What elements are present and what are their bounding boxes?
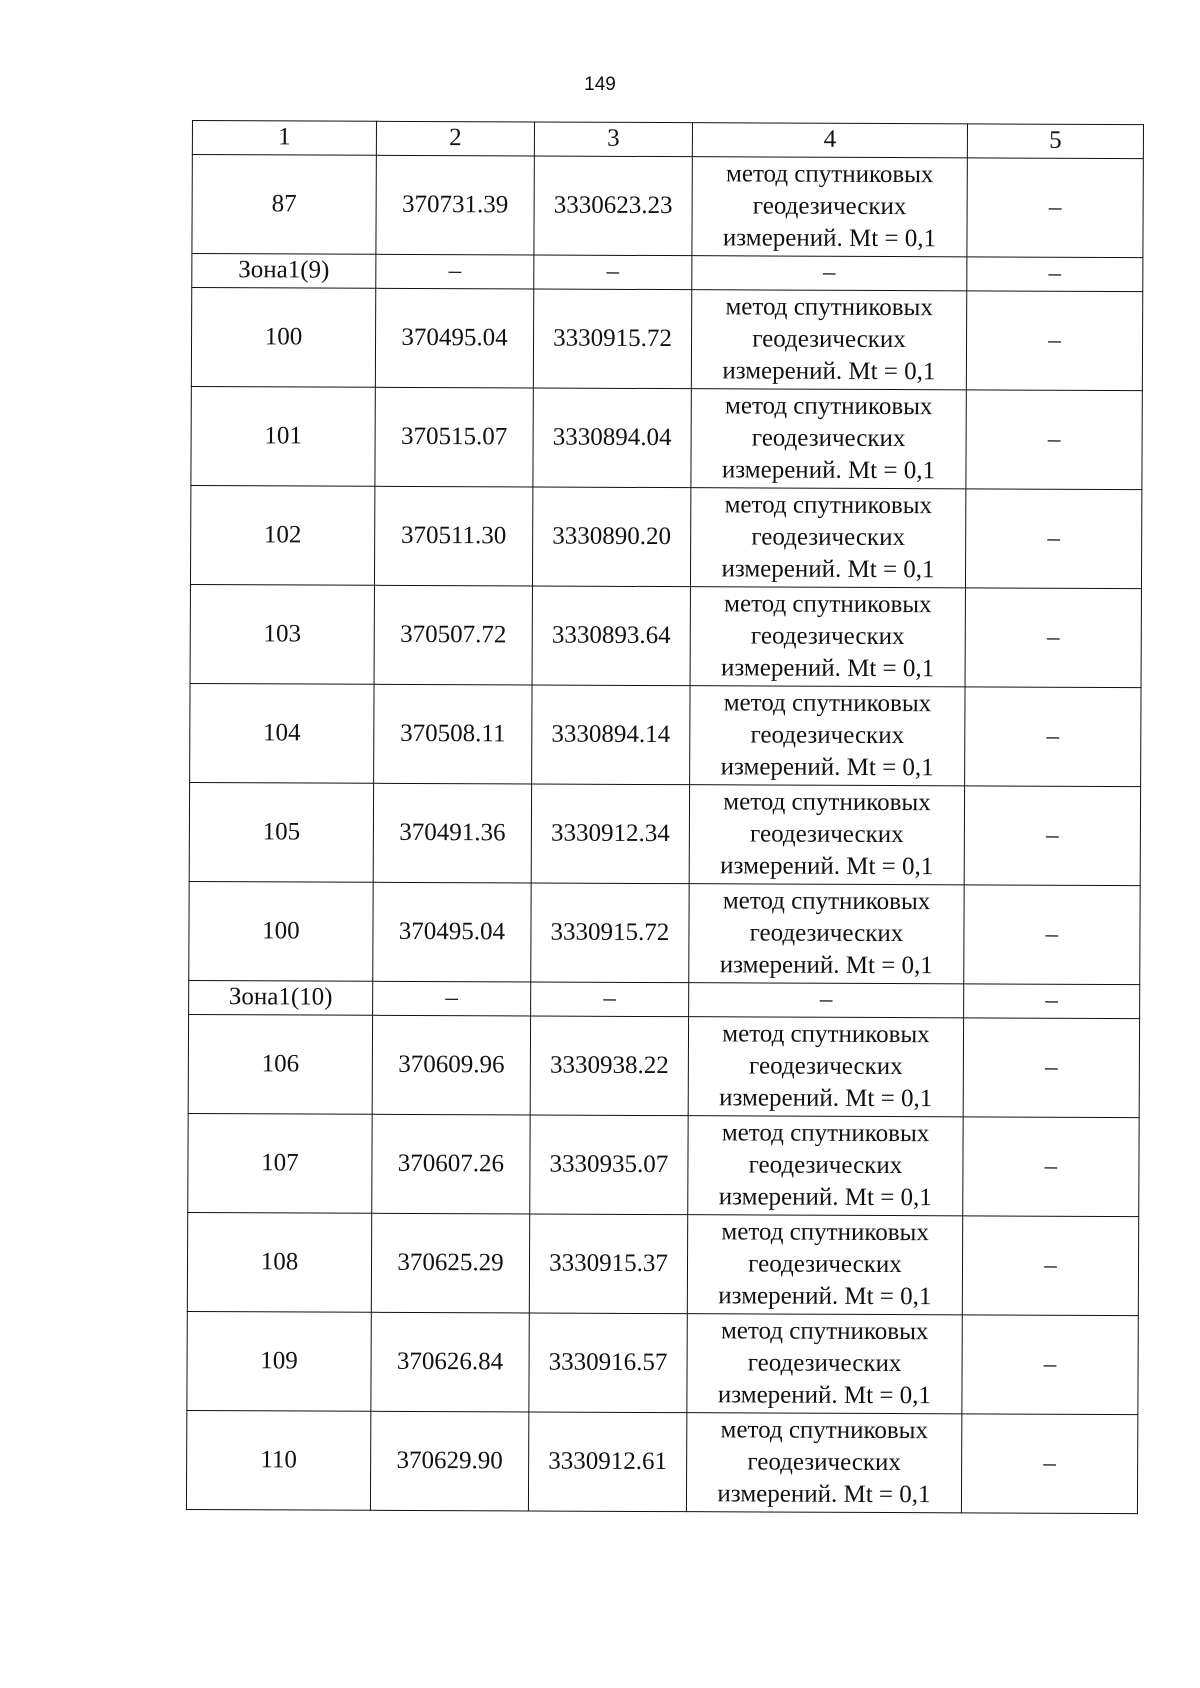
table-header-row	[192, 121, 1143, 159]
y-coordinate-cell: 3330915.37	[529, 1214, 687, 1314]
x-coordinate-cell: 370609.96	[372, 1015, 530, 1115]
x-coordinate-cell: 370515.07	[375, 387, 533, 487]
method-cell: метод спутниковых геодезических измерений. Mt = 0,1	[686, 1413, 961, 1513]
remark-cell: –	[965, 687, 1141, 787]
column-header: 4	[692, 123, 967, 158]
method-cell: метод спутниковых геодезических измерений. Mt = 0,1	[690, 587, 965, 687]
y-coordinate-cell: 3330912.34	[531, 784, 689, 884]
table-row	[191, 386, 1142, 489]
method-cell: метод спутниковых геодезических измерений. Mt = 0,1	[691, 389, 966, 489]
x-coordinate-cell: 370508.11	[374, 684, 532, 784]
remark-cell: –	[962, 1315, 1138, 1415]
y-coordinate-cell: 3330623.23	[534, 156, 692, 256]
y-coordinate-cell: 3330915.72	[533, 289, 691, 389]
y-coordinate-cell: 3330915.72	[531, 883, 689, 983]
column-header: 5	[967, 124, 1143, 159]
remark-cell: –	[966, 390, 1142, 490]
point-number-cell: 102	[190, 485, 374, 585]
point-number-cell: 101	[191, 386, 375, 486]
y-coordinate-cell: 3330894.04	[533, 388, 691, 488]
x-coordinate-cell: 370511.30	[374, 486, 532, 586]
x-coordinate-cell: 370626.84	[371, 1312, 529, 1412]
column-header: 1	[192, 121, 376, 156]
point-number-cell: 105	[189, 782, 373, 882]
method-cell: метод спутниковых геодезических измерений. Mt = 0,1	[690, 686, 965, 786]
remark-cell: –	[967, 257, 1143, 292]
method-cell: –	[692, 256, 967, 291]
point-number-cell: 87	[192, 155, 376, 255]
table-row	[192, 155, 1143, 258]
point-number-cell: 106	[188, 1014, 372, 1114]
x-coordinate-cell: 370731.39	[376, 155, 534, 255]
table-body	[186, 155, 1143, 1514]
method-cell: метод спутниковых геодезических измерений. Mt = 0,1	[688, 1116, 963, 1216]
x-coordinate-cell: 370495.04	[373, 882, 531, 982]
remark-cell: –	[964, 885, 1140, 985]
method-cell: –	[689, 983, 964, 1018]
x-coordinate-cell: 370625.29	[371, 1213, 529, 1313]
method-cell: метод спутниковых геодезических измерений. Mt = 0,1	[689, 884, 964, 984]
page-number: 149	[584, 74, 616, 95]
y-coordinate-cell: 3330938.22	[530, 1016, 688, 1116]
y-coordinate-cell: 3330893.64	[532, 586, 690, 686]
method-cell: метод спутниковых геодезических измерений. Mt = 0,1	[687, 1215, 962, 1315]
x-coordinate-cell: 370607.26	[372, 1114, 530, 1214]
y-coordinate-cell: 3330916.57	[529, 1313, 687, 1413]
remark-cell: –	[965, 588, 1141, 688]
y-coordinate-cell: 3330912.61	[528, 1412, 686, 1512]
remark-cell: –	[964, 984, 1140, 1019]
zone-header-row	[192, 254, 1143, 292]
method-cell: метод спутниковых геодезических измерений. Mt = 0,1	[691, 290, 966, 390]
remark-cell: –	[962, 1216, 1138, 1316]
table-row	[189, 782, 1140, 885]
zone-label-cell: Зона1(9)	[192, 254, 376, 289]
method-cell: метод спутниковых геодезических измерений. Mt = 0,1	[689, 785, 964, 885]
point-number-cell: 104	[190, 683, 374, 783]
remark-cell: –	[967, 158, 1143, 258]
table-row	[190, 485, 1141, 588]
table-row	[191, 288, 1142, 391]
x-coordinate-cell: 370491.36	[373, 783, 531, 883]
x-coordinate-cell: –	[376, 254, 534, 289]
x-coordinate-cell: 370629.90	[370, 1411, 528, 1511]
point-number-cell: 100	[189, 881, 373, 981]
zone-header-row	[189, 980, 1140, 1018]
x-coordinate-cell: 370495.04	[375, 288, 533, 388]
coordinates-table	[186, 120, 1144, 1514]
point-number-cell: 103	[190, 584, 374, 684]
y-coordinate-cell: –	[534, 255, 692, 290]
y-coordinate-cell: –	[531, 982, 689, 1017]
method-cell: метод спутниковых геодезических измерений. Mt = 0,1	[692, 157, 967, 257]
remark-cell: –	[963, 1018, 1139, 1118]
method-cell: метод спутниковых геодезических измерений. Mt = 0,1	[690, 488, 965, 588]
y-coordinate-cell: 3330935.07	[530, 1115, 688, 1215]
table-row	[187, 1311, 1138, 1414]
remark-cell: –	[964, 786, 1140, 886]
y-coordinate-cell: 3330894.14	[532, 685, 690, 785]
table-row	[189, 881, 1140, 984]
method-cell: метод спутниковых геодезических измерений. Mt = 0,1	[687, 1314, 962, 1414]
point-number-cell: 110	[186, 1410, 370, 1510]
table-row	[190, 683, 1141, 786]
method-cell: метод спутниковых геодезических измерений. Mt = 0,1	[688, 1017, 963, 1117]
y-coordinate-cell: 3330890.20	[532, 487, 690, 587]
table-row	[190, 584, 1141, 687]
table-row	[187, 1212, 1138, 1315]
point-number-cell: 109	[187, 1311, 371, 1411]
column-header: 2	[376, 121, 534, 156]
table-row	[188, 1014, 1139, 1117]
remark-cell: –	[965, 489, 1141, 589]
point-number-cell: 100	[191, 288, 375, 388]
x-coordinate-cell: –	[373, 981, 531, 1016]
remark-cell: –	[961, 1414, 1137, 1514]
remark-cell: –	[963, 1117, 1139, 1217]
zone-label-cell: Зона1(10)	[189, 980, 373, 1015]
remark-cell: –	[966, 291, 1142, 391]
point-number-cell: 107	[188, 1113, 372, 1213]
table-row	[186, 1410, 1137, 1513]
point-number-cell: 108	[187, 1212, 371, 1312]
column-header: 3	[534, 122, 692, 157]
x-coordinate-cell: 370507.72	[374, 585, 532, 685]
table-row	[188, 1113, 1139, 1216]
